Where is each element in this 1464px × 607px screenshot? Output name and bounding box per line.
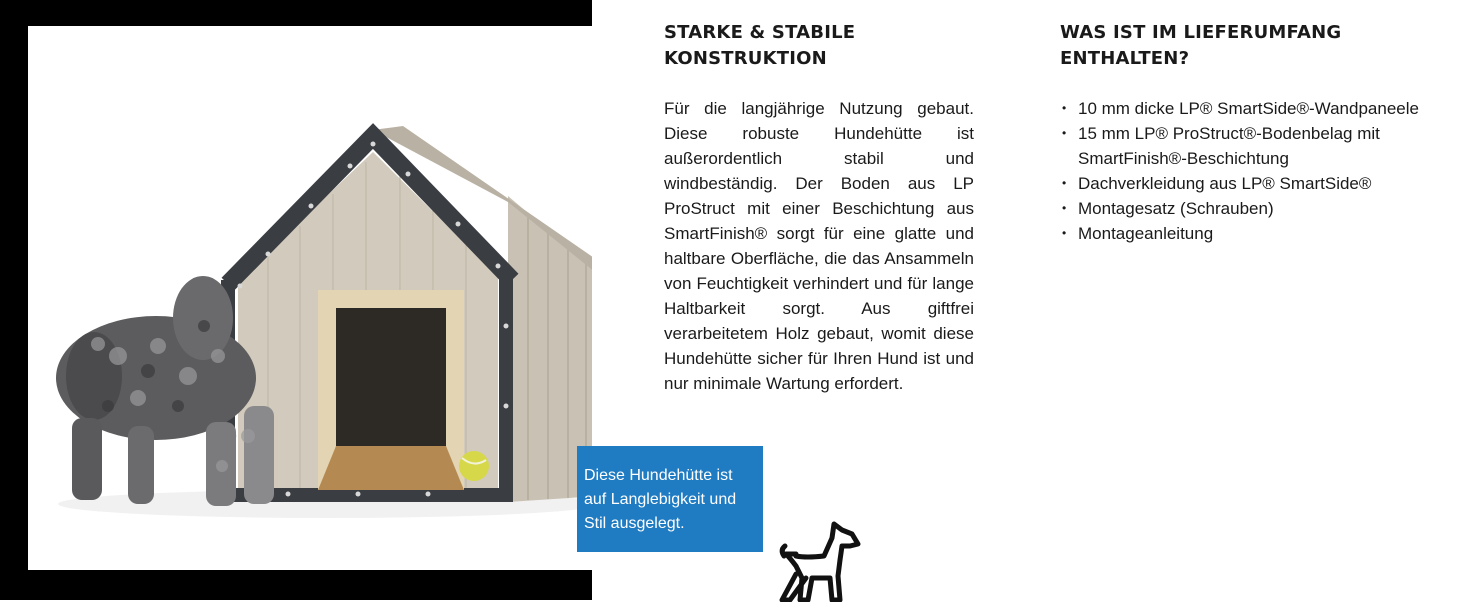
list-item: • 10 mm dicke LP® SmartSide®-Wandpaneele	[1062, 99, 1419, 118]
dog-icon	[776, 516, 866, 602]
product-photo	[28, 26, 592, 570]
construction-body: Für die langjährige Nutzung gebaut. Diese robuste Hundehütte ist außerordentlich stabil und windbeständig. Der Boden aus LP ProStruct mit einer Beschichtung aus SmartFinish® sorgt für eine glatte und haltbare Oberfläche, die das Ansammeln von Feuchtigkeit verhindert und für lange Haltbarkeit sorgt. Aus giftfrei verarbeitetem Holz gebaut, womit diese Hundehütte sicher für Ihren Hund ist und nur minimale Wartung erfordert.	[664, 99, 974, 393]
list-item: • Montagesatz (Schrauben)	[1062, 199, 1274, 218]
contents-heading: WAS IST IM LIEFERUMFANG ENTHALTEN?	[1060, 22, 1342, 69]
list-item: • 15 mm LP® ProStruct®-Bodenbelag mit SmartFinish®-Beschichtung	[1062, 124, 1380, 168]
caption-box	[577, 446, 763, 552]
construction-heading: STARKE & STABILE KONSTRUKTION	[664, 22, 856, 69]
construction-section	[664, 20, 974, 396]
caption-text: Diese Hundehütte ist auf Langlebigkeit und Stil ausgelegt.	[584, 467, 737, 532]
doghouse-illustration	[28, 26, 592, 570]
list-item: • Montageanleitung	[1062, 224, 1214, 243]
list-item: • Dachverkleidung aus LP® SmartSide®	[1062, 174, 1372, 193]
contents-list	[1060, 96, 1440, 246]
contents-section	[1060, 20, 1440, 246]
